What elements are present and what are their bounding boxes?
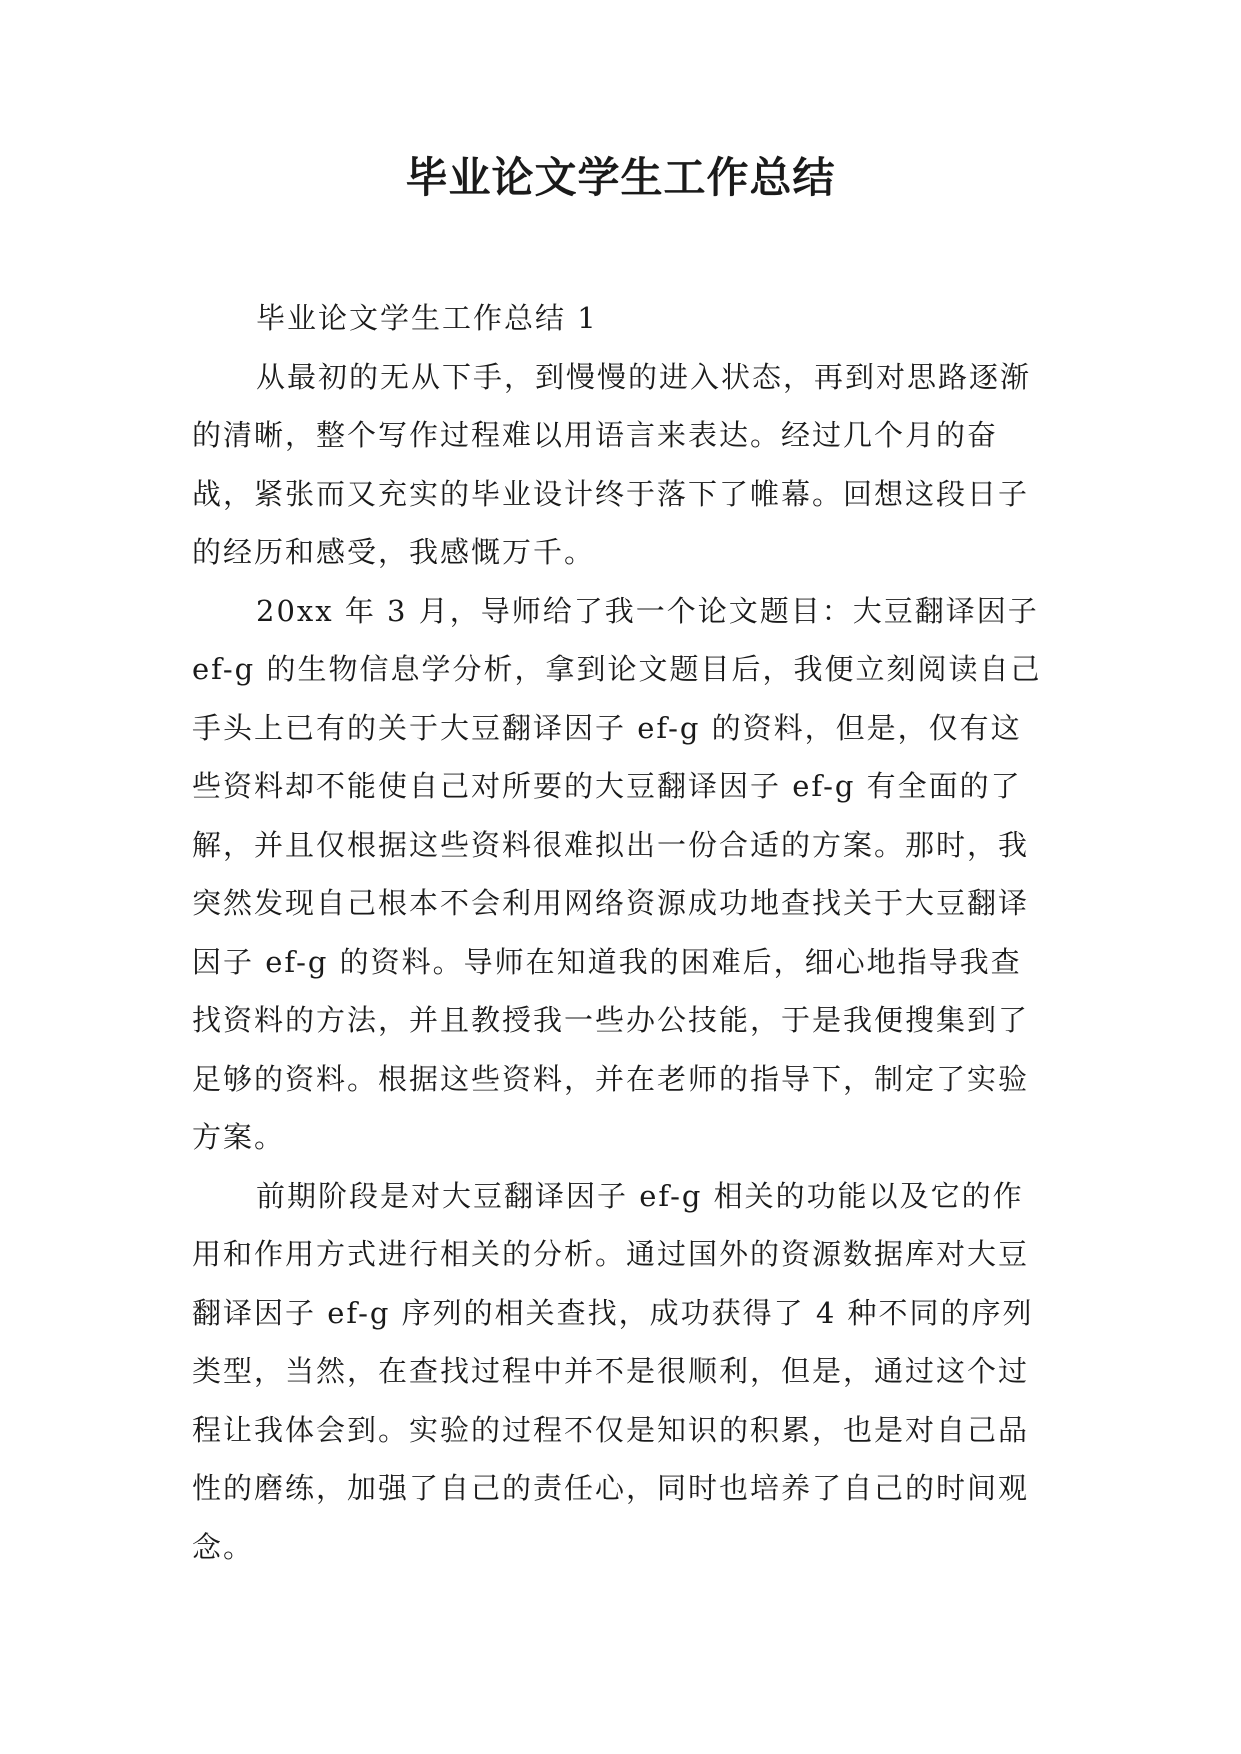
body-paragraph: 从最初的无从下手，到慢慢的进入状态，再到对思路逐渐的清晰，整个写作过程难以用语言来表达。经过几个月的奋战，紧张而又充实的毕业设计终于落下了帷幕。回想这段日子的经历和感受，我感慨万千。 [192,359,1032,569]
document-body [192,289,1052,1576]
body-paragraph: 前期阶段是对大豆翻译因子 ef-g 相关的功能以及它的作用和作用方式进行相关的分析。通过国外的资源数据库对大豆翻译因子 ef-g 序列的相关查找，成功获得了 4 种不同的序列类型，当然，在查找过程中并不是很顺利，但是，通过这个过程让我体会到。实验的过程不仅是知识的积累，也是对自己品性的磨练，加强了自己的责任心，同时也培养了自己的时间观念。 [192,1178,1034,1564]
body-paragraph: 20xx 年 3 月，导师给了我一个论文题目：大豆翻译因子 ef-g 的生物信息学分析，拿到论文题目后，我便立刻阅读自己手头上已有的关于大豆翻译因子 ef-g 的资料，但是，仅有这些资料却不能使自己对所要的大豆翻译因子 ef-g 有全面的了解，并且仅根据这些资料很难拟出一份合适的方案。那时，我突然发现自己根本不会利用网络资源成功地查找关于大豆翻译因子 ef-g 的资料。导师在知道我的困难后，细心地指导我查找资料的方法，并且教授我一些办公技能，于是我便搜集到了足够的资料。根据这些资料，并在老师的指导下，制定了实验方案。 [192,593,1042,1154]
document-title: 毕业论文学生工作总结 [405,153,836,202]
section-heading: 毕业论文学生工作总结 1 [256,301,598,335]
